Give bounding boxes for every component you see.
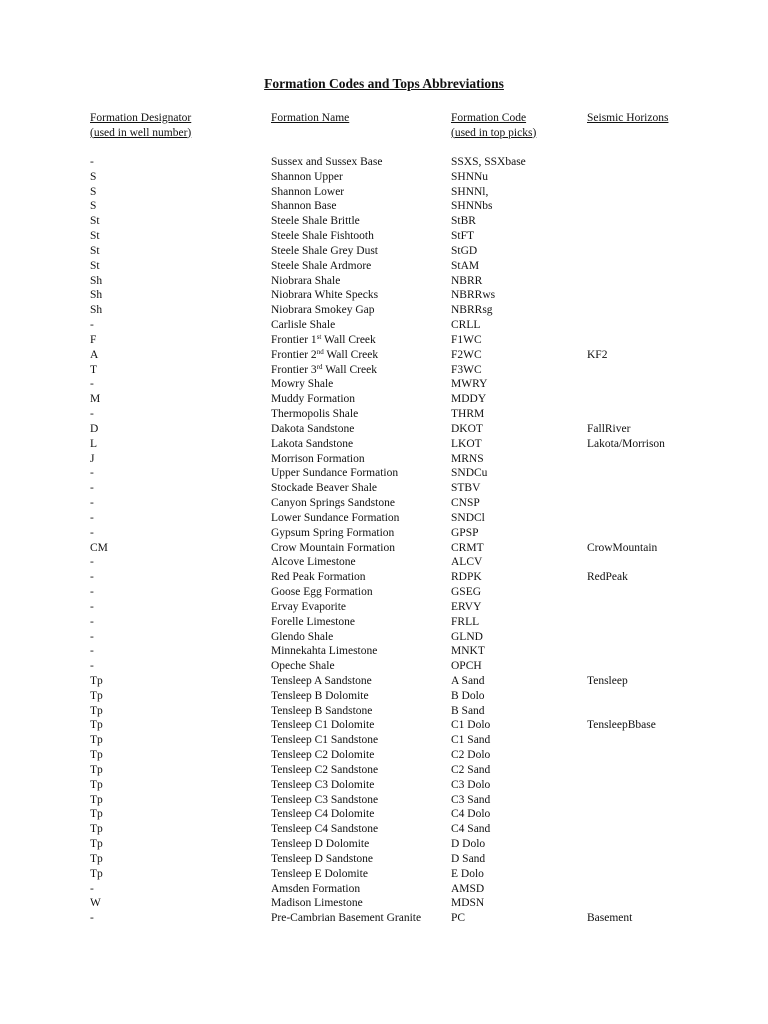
formation-code-cell: StBR [451,215,476,228]
header-code-line-1: Formation Code [451,112,527,124]
formation-name-cell: Shannon Lower [271,185,345,198]
formation-code-cell: C1 Sand [451,734,491,747]
table-row [0,600,768,615]
table-row [0,793,768,808]
formation-name-cell: Crow Mountain Formation [271,541,395,554]
formation-code-cell: NBRRsg [451,304,493,317]
formation-name-cell: Tensleep C4 Dolomite [271,808,375,821]
formation-name-cell: Tensleep B Sandstone [271,704,373,717]
table-row [0,392,768,407]
formation-designator-cell: St [90,259,100,272]
formation-code-cell: THRM [451,408,485,421]
header-formation-designator [90,111,191,140]
table-row [0,377,768,392]
formation-name-cell: Upper Sundance Formation [271,467,399,480]
formation-designator-cell: Sh [90,289,103,302]
formation-name-cell: Tensleep C1 Sandstone [271,734,379,747]
formation-designator-cell: St [90,244,100,257]
formation-designator-cell: - [90,467,94,480]
formation-name-cell: Niobrara Smokey Gap [271,304,375,317]
formation-code-cell: ALCV [451,556,483,569]
formation-code-cell: C4 Sand [451,823,491,836]
header-seismic-line-1: Seismic Horizons [587,112,669,124]
formation-name-cell: Madison Limestone [271,897,363,910]
table-row [0,437,768,452]
formation-name-text: Frontier 1 [271,333,317,346]
formation-code-cell: C2 Dolo [451,749,491,762]
formation-name-cell: Tensleep A Sandstone [271,674,372,687]
formation-name-cell: Steele Shale Ardmore [271,259,372,272]
formation-code-cell: F2WC [451,348,482,361]
formation-designator-cell: Tp [90,749,103,762]
formation-designator-cell: Sh [90,304,103,317]
table-row [0,348,768,363]
formation-name-cell: Lower Sundance Formation [271,511,400,524]
ordinal-superscript: rd [316,362,323,371]
formation-designator-cell: Tp [90,838,103,851]
formation-code-cell: B Sand [451,704,485,717]
formation-name-rest: Wall Creek [323,348,379,361]
formation-name-cell: Canyon Springs Sandstone [271,497,395,510]
table-row [0,615,768,630]
formation-code-cell: LKOT [451,437,482,450]
table-row [0,288,768,303]
formation-designator-cell: S [90,170,97,183]
formation-name-cell [271,348,378,363]
formation-code-cell: C3 Sand [451,793,491,806]
seismic-horizon-cell: KF2 [587,348,608,361]
formation-name-cell: Minnekahta Limestone [271,645,378,658]
table-row [0,867,768,882]
formation-code-cell: F1WC [451,333,482,346]
table-row [0,585,768,600]
table-row [0,896,768,911]
formation-designator-cell: - [90,408,94,421]
formation-designator-cell: Tp [90,704,103,717]
formation-designator-cell: Tp [90,793,103,806]
table-row [0,911,768,926]
formation-code-cell: C1 Dolo [451,719,491,732]
formation-designator-cell: Tp [90,852,103,865]
seismic-horizon-cell: CrowMountain [587,541,658,554]
formation-name-cell: Tensleep C3 Sandstone [271,793,379,806]
formation-code-cell: MDSN [451,897,485,910]
formation-name-cell: Tensleep D Dolomite [271,838,370,851]
table-row [0,214,768,229]
formation-designator-cell: Tp [90,867,103,880]
table-row [0,229,768,244]
table-row [0,763,768,778]
formation-designator-cell: - [90,526,94,539]
table-row [0,822,768,837]
table-row [0,407,768,422]
formation-name-cell: Morrison Formation [271,452,365,465]
formation-code-cell: B Dolo [451,689,485,702]
formation-designator-cell: - [90,630,94,643]
formation-code-cell: C2 Sand [451,763,491,776]
formation-designator-cell: F [90,333,97,346]
formation-designator-cell: - [90,660,94,673]
formation-code-cell: GPSP [451,526,479,539]
table-row [0,541,768,556]
formation-designator-cell: - [90,882,94,895]
formation-name-cell: Gypsum Spring Formation [271,526,395,539]
formation-designator-cell: - [90,156,94,168]
formation-designator-cell: - [90,600,94,613]
table-row [0,526,768,541]
table-row [0,422,768,437]
formation-code-cell: PC [451,912,466,925]
formation-code-cell: SSXS, SSXbase [451,156,526,168]
table-row [0,674,768,689]
formation-name-cell: Tensleep C2 Dolomite [271,749,375,762]
formation-designator-cell: D [90,422,99,435]
formation-code-cell: FRLL [451,615,480,628]
formation-designator-cell: L [90,437,98,450]
formation-code-cell: CRLL [451,319,481,332]
table-row [0,644,768,659]
table-row [0,318,768,333]
formation-code-cell: RDPK [451,571,482,584]
table-row [0,748,768,763]
formation-name-cell: Goose Egg Formation [271,586,373,599]
seismic-horizon-cell: Lakota/Morrison [587,437,665,450]
table-row [0,199,768,214]
formation-code-cell: NBRR [451,274,483,287]
formation-name-cell: Lakota Sandstone [271,437,354,450]
formation-designator-cell: Tp [90,763,103,776]
formation-code-cell: SNDCl [451,511,485,524]
formation-designator-cell: - [90,511,94,524]
formation-name-cell: Ervay Evaporite [271,600,347,613]
formation-designator-cell: T [90,363,98,376]
formation-designator-cell: W [90,897,101,910]
formation-code-cell: F3WC [451,363,482,376]
table-row [0,333,768,348]
formation-name-cell: Sussex and Sussex Base [271,156,383,168]
table-row [0,837,768,852]
formation-name-cell: Steele Shale Fishtooth [271,230,374,243]
formation-code-cell: SHNNl, [451,185,489,198]
formation-designator-cell: Sh [90,274,103,287]
formation-designator-cell: St [90,230,100,243]
formation-designator-cell: CM [90,541,108,554]
formation-designator-cell: A [90,348,99,361]
formation-code-cell: MRNS [451,452,484,465]
header-code-line-2: (used in top picks) [451,126,537,139]
table-row [0,496,768,511]
header-formation-code [451,111,536,140]
header-name-line-1: Formation Name [271,112,350,124]
formation-designator-cell: Tp [90,823,103,836]
table-row [0,452,768,467]
formation-name-cell: Alcove Limestone [271,556,356,569]
table-row [0,155,768,170]
formation-designator-cell: - [90,378,94,391]
formation-code-cell: SNDCu [451,467,488,480]
formation-code-cell: AMSD [451,882,485,895]
formation-name-cell: Niobrara White Specks [271,289,379,302]
formation-designator-cell: - [90,556,94,569]
formation-name-cell: Niobrara Shale [271,274,341,287]
table-row [0,481,768,496]
formation-name-rest: Wall Creek [322,363,377,376]
formation-name-cell: Opeche Shale [271,660,335,673]
formation-code-cell: StFT [451,230,475,243]
formation-name-cell: Mowry Shale [271,378,334,391]
formation-code-cell: E Dolo [451,867,484,880]
formation-name-cell: Glendo Shale [271,630,334,643]
formation-designator-cell: Tp [90,674,103,687]
formation-name-cell: Steele Shale Grey Dust [271,244,378,257]
document-title: Formation Codes and Tops Abbreviations [264,76,504,91]
formation-name-cell: Stockade Beaver Shale [271,482,378,495]
formation-code-cell: DKOT [451,422,483,435]
formation-name-cell: Amsden Formation [271,882,361,895]
formation-code-cell: MNKT [451,645,485,658]
table-row [0,733,768,748]
formation-code-cell: NBRRws [451,289,496,302]
table-row [0,511,768,526]
seismic-horizon-cell: Tensleep [587,674,628,687]
formation-code-cell: C3 Dolo [451,778,491,791]
formation-designator-cell: Tp [90,719,103,732]
ordinal-superscript: st [316,332,322,341]
table-row [0,778,768,793]
formation-name-cell: Shannon Base [271,200,337,213]
formation-name-cell: Dakota Sandstone [271,422,355,435]
formation-designator-cell: Tp [90,689,103,702]
table-row [0,259,768,274]
table-row [0,555,768,570]
formation-code-cell: ERVY [451,600,482,613]
ordinal-superscript: nd [316,347,324,356]
formation-table [0,155,768,926]
formation-code-cell: GLND [451,630,483,643]
formation-name-text: Frontier 2 [271,348,317,361]
table-row [0,852,768,867]
formation-designator-cell: - [90,586,94,599]
header-formation-name [271,111,349,126]
formation-name-cell [271,363,377,378]
formation-designator-cell: St [90,215,100,228]
formation-code-cell: StAM [451,259,480,272]
formation-code-cell: MDDY [451,393,487,406]
table-row [0,363,768,378]
table-row [0,689,768,704]
formation-code-cell: D Dolo [451,838,486,851]
formation-name-cell: Steele Shale Brittle [271,215,360,228]
formation-name-rest: Wall Creek [321,333,376,346]
formation-code-cell: SHNNu [451,170,489,183]
formation-designator-cell: Tp [90,734,103,747]
formation-designator-cell: S [90,200,97,213]
formation-code-cell: D Sand [451,852,486,865]
table-row [0,244,768,259]
table-row [0,807,768,822]
formation-designator-cell: M [90,393,101,406]
table-row [0,274,768,289]
formation-code-cell: STBV [451,482,481,495]
seismic-horizon-cell: TensleepBbase [587,719,656,732]
table-row [0,170,768,185]
formation-code-cell: C4 Dolo [451,808,491,821]
formation-code-cell: MWRY [451,378,488,391]
table-row [0,704,768,719]
table-row [0,185,768,200]
formation-name-cell: Tensleep B Dolomite [271,689,369,702]
formation-designator-cell: - [90,571,94,584]
formation-name-cell: Tensleep E Dolomite [271,867,368,880]
formation-code-cell: CNSP [451,497,480,510]
formation-name-cell: Tensleep C1 Dolomite [271,719,375,732]
formation-designator-cell: - [90,482,94,495]
formation-name-cell: Forelle Limestone [271,615,355,628]
seismic-horizon-cell: Basement [587,912,633,925]
seismic-horizon-cell: RedPeak [587,571,628,584]
table-row [0,630,768,645]
table-row [0,570,768,585]
formation-code-cell: SHNNbs [451,200,493,213]
formation-name-cell [271,333,376,348]
formation-designator-cell: S [90,185,97,198]
formation-designator-cell: - [90,615,94,628]
table-row [0,718,768,733]
header-seismic-horizons [587,111,668,126]
formation-code-cell: A Sand [451,674,485,687]
formation-name-cell: Tensleep C4 Sandstone [271,823,379,836]
formation-name-cell: Muddy Formation [271,393,356,406]
formation-designator-cell: Tp [90,778,103,791]
formation-designator-cell: - [90,912,94,925]
formation-designator-cell: J [90,452,95,465]
formation-code-cell: OPCH [451,660,482,673]
table-row [0,466,768,481]
table-row [0,882,768,897]
formation-name-cell: Shannon Upper [271,170,343,183]
formation-designator-cell: - [90,645,94,658]
formation-name-text: Frontier 3 [271,363,317,376]
table-row [0,303,768,318]
seismic-horizon-cell: FallRiver [587,422,631,435]
formation-name-cell: Tensleep D Sandstone [271,852,374,865]
table-row [0,659,768,674]
formation-name-cell: Thermopolis Shale [271,408,359,421]
formation-name-cell: Pre-Cambrian Basement Granite [271,912,422,925]
formation-name-cell: Tensleep C3 Dolomite [271,778,375,791]
formation-code-cell: StGD [451,244,478,257]
header-designator-line-2: (used in well number) [90,126,192,139]
formation-designator-cell: Tp [90,808,103,821]
formation-name-cell: Tensleep C2 Sandstone [271,763,379,776]
formation-code-cell: CRMT [451,541,484,554]
formation-designator-cell: - [90,497,94,510]
header-designator-line-1: Formation Designator [90,112,192,124]
formation-name-cell: Carlisle Shale [271,319,336,332]
formation-name-cell: Red Peak Formation [271,571,366,584]
formation-designator-cell: - [90,319,94,332]
formation-code-cell: GSEG [451,586,482,599]
